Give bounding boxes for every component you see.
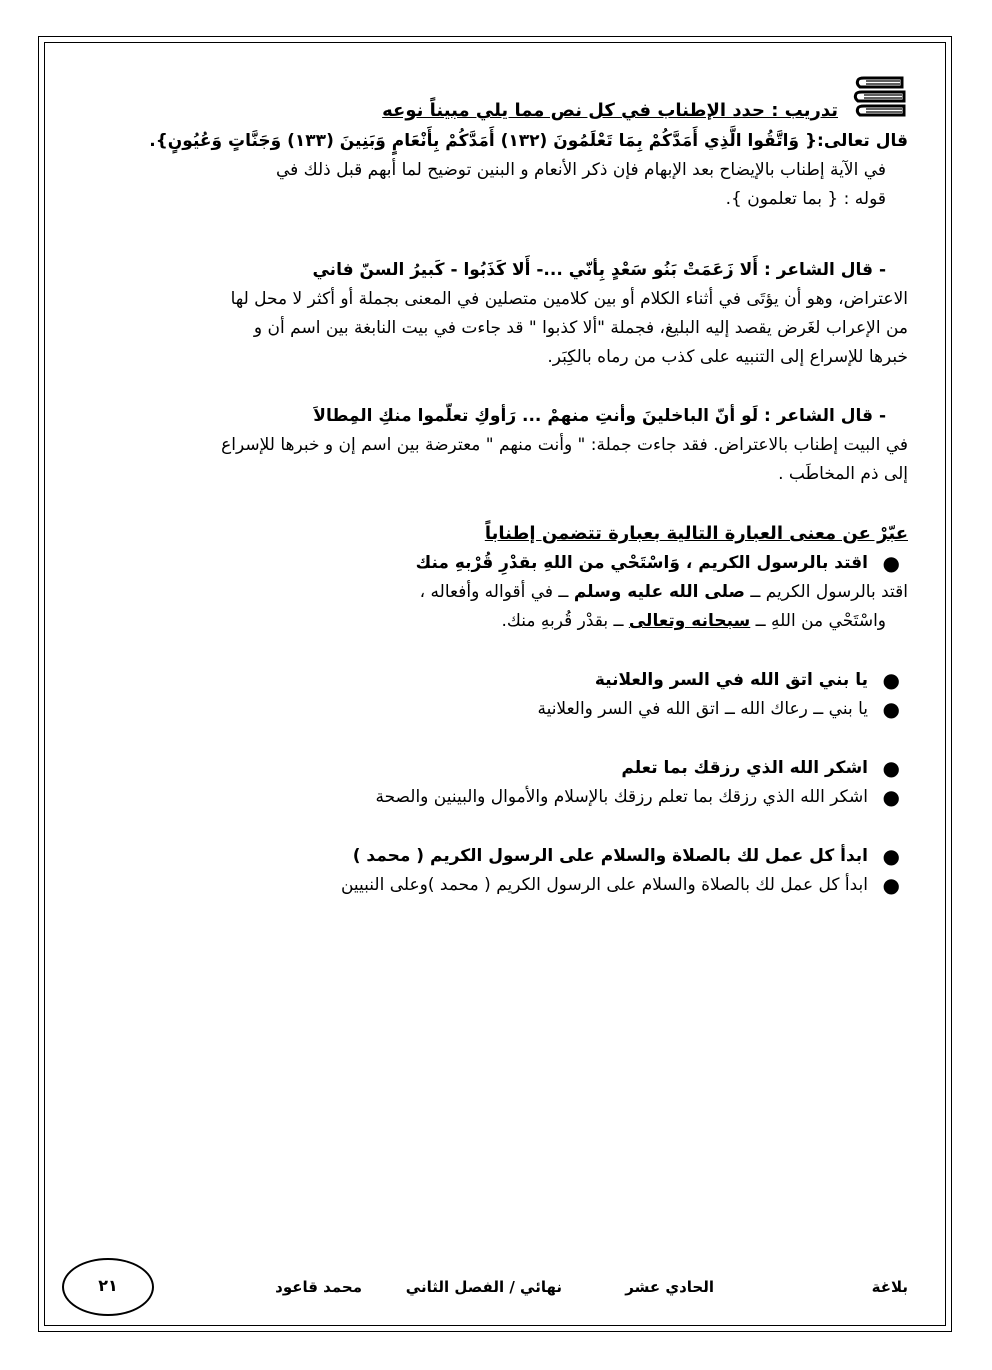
explanation-line: من الإعراب لغَرض يقصد إليه البليغ، فجملة "ألا كذبوا " قد جاءت في بيت النابغة بين اسم أن و <box>253 318 908 338</box>
item-prompt: ابدأ كل عمل لك بالصلاة والسلام على الرسول الكريم ( محمد ) <box>352 846 868 866</box>
list-item <box>60 783 908 812</box>
item-prompt: يا بني اتق الله في السر والعلانية <box>594 670 868 690</box>
answer-text: ــ بقدْر قُربهِ منك. <box>501 611 629 631</box>
document-body <box>60 96 908 900</box>
list-item <box>60 549 908 578</box>
bullet-icon: ● <box>882 785 900 809</box>
item-prompt: اشكر الله الذي رزقك بما تعلم <box>621 758 868 778</box>
bullet-icon: ● <box>882 873 900 897</box>
item-answer: اشكر الله الذي رزقك بما تعلم رزقك بالإسلام والأموال والبينين والصحة <box>375 787 868 807</box>
exercise-title: تدريب : حدد الإطناب في كل نص مما يلي مبيناً نوعه <box>382 100 838 121</box>
answer-emphasis: صلى الله عليه وسلم <box>573 582 745 602</box>
answer-text: واسْتَحْي من اللهِ ــ <box>750 611 886 631</box>
explanation-line: في الآية إطناب بالإيضاح بعد الإبهام فإن ذكر الأنعام و البنين توضيح لما أبهم قبل ذلك في <box>275 160 886 180</box>
quran-verse: قال تعالى:{ وَاتَّقُوا الَّذِي أَمَدَّكُمْ بِمَا تَعْلَمُونَ (١٣٢) أَمَدَّكُمْ بِأَنْعَامٍ وَبَنِينَ (١٣٣) وَجَنَّاتٍ وَعُيُونٍ}. <box>149 131 908 151</box>
bullet-icon: ● <box>882 697 900 721</box>
explanation-line: إلى ذم المخاطَب . <box>778 464 908 484</box>
answer-line <box>60 578 908 607</box>
bullet-icon: ● <box>882 668 900 692</box>
section-heading: عبّرْ عن معنى العبارة التالية بعبارة تتضمن إطناباً <box>484 523 908 544</box>
list-item <box>60 754 908 783</box>
bullet-icon: ● <box>882 551 900 575</box>
item-prompt: اقتد بالرسول الكريم ، وَاسْتَحْي من اللهِ بقدْرِ قُرْبهِ منك <box>415 553 868 573</box>
explanation-line: في البيت إطناب بالاعتراض. فقد جاءت جملة: " وأنت منهم " معترضة بين اسم إن و خبرها للإسراع <box>221 435 908 455</box>
answer-line <box>60 607 908 636</box>
footer-term: نهائي / الفصل الثاني <box>405 1278 562 1296</box>
answer-emphasis: سبحانه وتعالى <box>628 611 751 631</box>
page-number: ٢١ <box>62 1258 154 1316</box>
footer-author: محمد قاعود <box>275 1278 362 1296</box>
answer-text: اقتد بالرسول الكريم ــ <box>744 582 908 602</box>
explanation-line: الاعتراض، وهو أن يؤتَى في أثناء الكلام أو بين كلامين متصلين في المعنى بجملة أو أكثر لا محل لها <box>230 289 908 309</box>
bullet-icon: ● <box>882 756 900 780</box>
list-item <box>60 695 908 724</box>
item-answer: يا بني ــ رعاك الله ــ اتق الله في السر والعلانية <box>537 699 868 719</box>
answer-text: ــ في أقواله وأفعاله ، <box>419 582 574 602</box>
footer-subject: بلاغة <box>871 1278 908 1296</box>
footer-grade: الحادي عشر <box>625 1278 714 1296</box>
poetry-verse: - قال الشاعر : أَلا زَعَمَتْ بَنُو سَعْدٍ بِأنّي ...- أَلا كَذَبُوا - كَبيرُ السنّ فاني <box>312 260 886 280</box>
poetry-verse: - قال الشاعر : لَو أنّ الباخلينَ وأنتِ منهمْ ... رَأوكِ تعلّموا منكِ المِطالاَ <box>313 406 886 426</box>
explanation-line: قوله : { بما تعلمون }. <box>725 189 886 209</box>
list-item <box>60 871 908 900</box>
explanation-line: خبرها للإسراع إلى التنبيه على كذب من رماه بالكِبَر. <box>547 347 908 367</box>
list-item <box>60 666 908 695</box>
list-item <box>60 842 908 871</box>
item-answer: ابدأ كل عمل لك بالصلاة والسلام على الرسول الكريم ( محمد )وعلى النبيين <box>340 875 868 895</box>
bullet-icon: ● <box>882 844 900 868</box>
